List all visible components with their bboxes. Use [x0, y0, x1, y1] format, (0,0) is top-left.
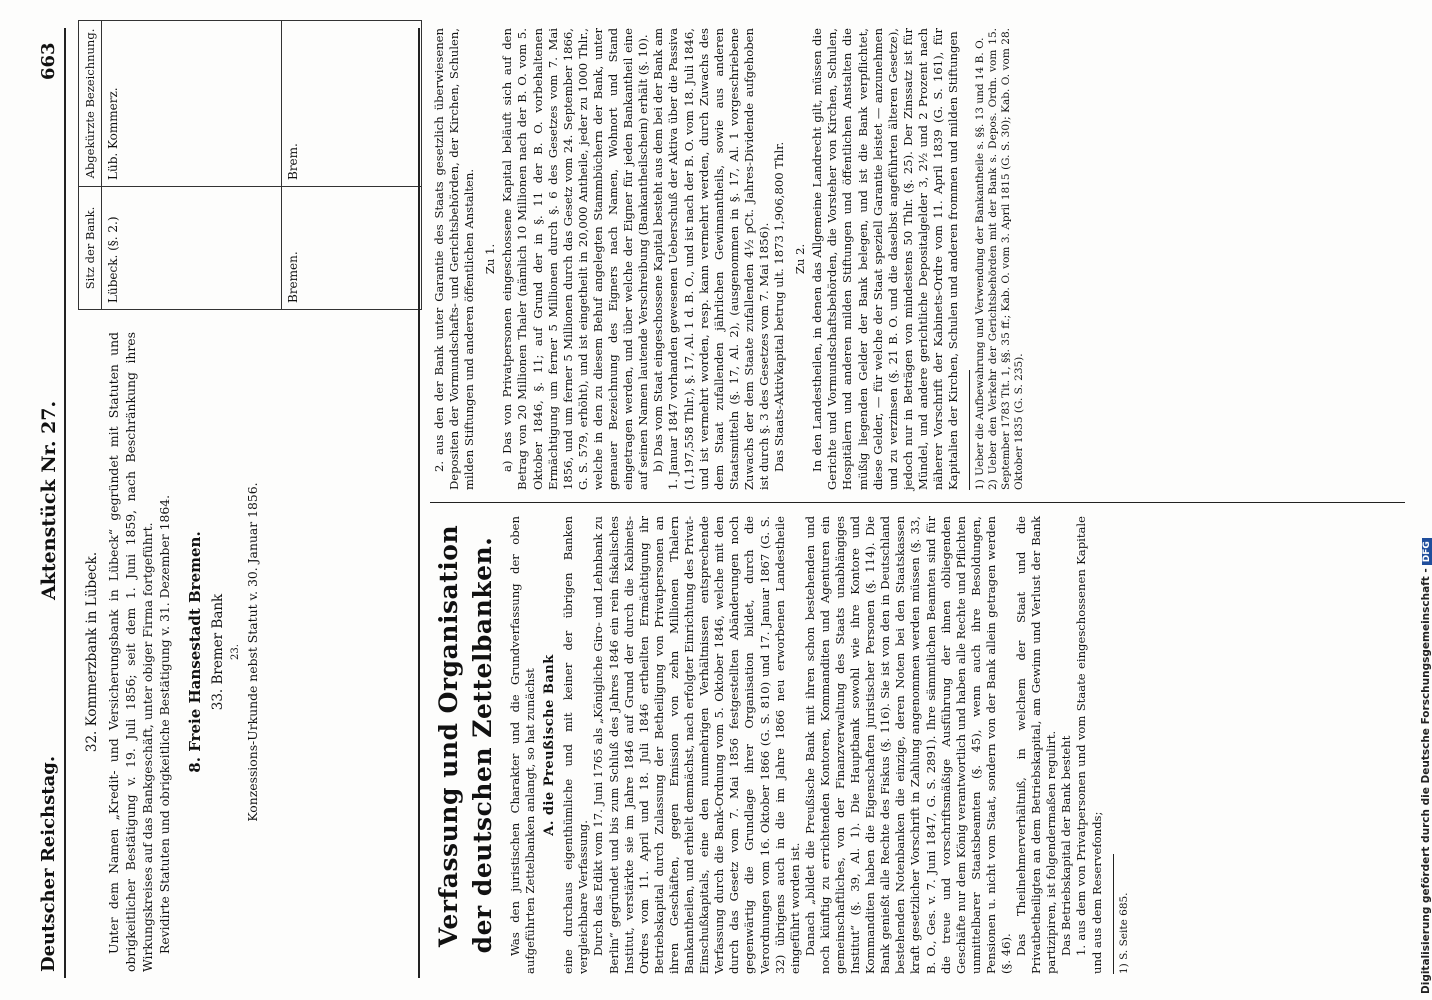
row-seat: Lübeck. (§. 2.): [102, 187, 282, 310]
main-title: Verfassung und Organisation der deutschen Zettelbanken.: [434, 524, 497, 954]
concession-text: Konzessions-Urkunde nebst Statut v. 30. Januar 1856.: [245, 482, 260, 822]
bank-32-heading: 32. Kommerzbank in Lübeck.: [84, 551, 100, 753]
section-a-heading: A. die Preußische Bank: [542, 654, 558, 836]
table-row: [282, 21, 422, 310]
row-abbrev: Brem.: [282, 21, 422, 187]
bank-table-container: [78, 20, 422, 310]
section-a-p4: Das Theilnehmerverhältniß, in welchem der Staat und die Privatbetheiligten an dem Betriebskapital, am Gewinn und Verlust der Bank partizipiren, ist folgendermaßen regulirt.: [1014, 516, 1059, 974]
footnote-right-2: 2) Ueber den Verkehr der Gerichtsbehörden mit der Bank s. Depos. Ordn. vom 15. September 1783 Tit. 1, §§. 35 ff.; Kab. O. vom 3. April 1815 (G. S. 30); Kab. O. vom 28. Oktober 1835 (G. S. 235).: [987, 28, 1026, 490]
dfg-logo-icon: DFG: [1422, 538, 1432, 565]
section-divider: [418, 28, 420, 978]
section-a-item2: 2. aus den der Bank unter Garantie des Staats gesetzlich überwiesenen Depositen der Vormundschafts- und Gerichtsbehörden, der Kirchen, Schulen, milden Stiftungen und anderen öffentlichen Anstalten.: [432, 28, 477, 490]
column-divider: [430, 502, 1405, 503]
footnote-ref-23: 23.: [230, 644, 241, 660]
zu-1-b: b) Das vom Staat eingeschossene Kapital besteht aus dem bei der Bank am 1. Januar 1847 vorhanden gewesenen Ueberschuß der Aktiva über die Passiva (1,197,558 Thlr.), §. 17, Al. 1 d. B. O., und ist nach der B. O. vom 18. Juli 1846, und ist vermehrt worden, resp. kann vermehrt werden, durch Zuwachs des dem Staat zufallenden jährlichen Gewinnantheils, sowie aus anderen Staatsmitteln (§. 17, Al. 2), (ausgenommen in §. 17, Al. 1 vorgeschriebene Zuwachs der dem Staate zufallenden 4½ pCt. Jahres-Dividende aufgehoben ist durch §. 3 des Gesetzes vom 7. Mai 1856).: [651, 28, 771, 490]
dfg-watermark: [1420, 538, 1432, 994]
row-abbrev: Lüb. Kommerz.: [102, 21, 282, 187]
col-abbrev-header: Abgekürzte Bezeichnung.: [79, 21, 102, 187]
footnote-right-1: 1) Ueber die Aufbewahrung und Verwendung der Bankantheile s. §§. 13 und 14 B. O.: [974, 37, 987, 490]
dfg-watermark-text: Digitalisierung gefördert durch die Deutsche Forschungsgemeinschaft -: [1420, 568, 1432, 994]
footnote-rule-right: [969, 370, 970, 490]
section-a-p2: Durch das Edikt vom 17. Juni 1765 als „Königliche Giro- und Lehnbank zu Berlin“ gegründet und bis zum Schluß des Jahres 1846 ein rein fiskalisches Institut, verstärkte sie im Jahre 1846 auf Grund der durch die Kabinets-Ordres vom 11. April und 18. Juli 1846 ertheilten Ermächtigung ihr Betriebskapital durch Zulassung der Betheiligung von Privatpersonen an ihren Geschäften, gegen Emission von zehn Millionen Thalern Bankantheilen, und erhielt demnächst, nach erfolgter Einrichtung des Privat-Einschußkapitals, eine den nunmehrigen Verhältnissen entsprechende Verfassung durch die Bank-Ordnung vom 5. Oktober 1846, welche mit den durch das Gesetz vom 7. Mai 1856 festgestellten Abänderungen noch gegenwärtig die Grundlage ihrer Organisation bildet, durch die Verordnungen vom 16. Oktober 1866 (G. S. 810) und 17. Januar 1867 (G. S. 32) übrigens auch in die im Jahre 1866 neu erworbenen Landestheile eingeführt worden ist.: [591, 516, 802, 974]
header-left: Deutscher Reichstag.: [38, 755, 59, 972]
bank-32-revised: Revidirte Statuten und obrigkeitliche Bestätigung v. 31. Dezember 1864.: [157, 494, 172, 954]
section-a-p3: Danach „bildet die Preußische Bank mit ihren schon bestehenden und noch künftig zu errichtenden Kontoren, Kommanditen und Agenturen ein gemeinschaftliches, von der Finanzverwaltung des Staats unabhängiges Institut“ (§. 39, Al. 1). Die Hauptbank sowohl wie ihre Kontore und Kommanditen haben die Eigenschaften juristischer Personen (§. 114). Die Bank genießt alle Rechte des Fiskus (§. 116). Sie ist von den in Deutschland bestehenden Notenbanken die einzige, deren Noten bei den Staatskassen kraft gesetzlicher Vorschrift in Zahlung angenommen werden müssen (§. 33, B. O., Ges. v. 7. Juni 1847, G. S. 2891). Ihre sämmtlichen Beamten sind für die treue und vorschriftsmäßige Ausführung der ihnen obliegenden Geschäfte nur dem König verantwortlich und haben alle Rechte und Pflichten unmittelbarer Staatsbeamten (§. 45), wenn auch ihre Besoldungen, Pensionen u. nicht vom Staat, sondern von der Bank allein getragen werden (§. 46).: [802, 516, 1013, 974]
table-row: [102, 21, 282, 310]
zu-1-a: a) Das von Privatpersonen eingeschossene Kapital beläuft sich auf den Betrag von 20 Millionen Thaler (nämlich 10 Millionen nach der B. O. vom 5. Oktober 1846, §. 11; auf Grund der in §. 11 der B. O. vorbehaltenen Ermächtigung um ferner 5 Millionen durch §. 6 des Gesetzes vom 7. Mai 1856, und um ferner 5 Millionen durch das Gesetz vom 24. September 1866, G. S. 579, erhöht), und ist eingetheilt in 20,000 Antheile, jeder zu 1000 Thlr., welche in den zu diesem Behuf angelegten Stammbüchern der Bank, unter genauer Bezeichnung des Eigners nach Namen, Wohnort und Stand eingetragen werden, und über welche der Eigner für jeden Bankantheil eine auf seinen Namen lautende Verschreibung (Bankantheilschein) erhält (§. 10).: [500, 28, 651, 490]
row-seat: Bremen.: [282, 187, 422, 310]
zu-2-heading: Zu 2.: [793, 243, 808, 275]
header-center: Aktenstück Nr. 27.: [38, 400, 60, 600]
intro-text: Was den juristischen Charakter und die Grundverfassung der oben aufgeführten Zettelbanken anlangt, so hat zunächst: [508, 516, 538, 974]
zu-1-heading: Zu 1.: [483, 243, 498, 275]
header-rule: [64, 28, 66, 978]
zu-1-c: Das Staats-Aktivkapital betrug ult. 1873 1,906,800 Thlr.: [772, 141, 787, 472]
zu-2-paragraph: In den Landestheilen, in denen das Allgemeine Landrecht gilt, müssen die Gerichte und Vormundschaftsbehörden, die Vorsteher von Kirchen, Schulen, Hospitälern und anderen milden Stiftungen und öffentlichen Anstalten die müßig liegenden Gelder der Bank belegen, und ist die Bank verpflichtet, diese Gelder, — für welche der Staat speziell Garantie leistet — anzunehmen und zu verzinsen (§. 21 B. O. und die daselbst angeführten älteren Gesetze), jedoch nur in Beträgen von mindestens 50 Thlr. (§. 25). Der Zinssatz ist für Mündel, und andere gerichtliche Depositalgelder 3, 2½ und 2 Prozent nach näherer Vorschrift der Kabinets-Ordre vom 11. April 1839 (G. S. 161), für Kapitalien der Kirchen, Schulen und anderen frommen und milden Stiftungen: [810, 28, 961, 490]
footnote-rule-left: [1113, 854, 1114, 974]
col-seat-header: Sitz der Bank.: [79, 187, 102, 310]
bank-32-paragraph: Unter dem Namen „Kredit- und Versicherungsbank in Lübeck“ gegründet mit Statuten und obrigkeitlicher Bestätigung v. 19. Juli 1856; seit dem 1. Juni 1859, nach Beschränkung ihres Wirkungskreises auf das Bankgeschäft, unter obiger Firma fortgeführt.: [106, 332, 155, 972]
section-a-p5: Das Betriebskapital der Bank besteht: [1059, 735, 1074, 956]
section-a-p1: eine durchaus eigenthümliche und mit keiner der übrigen Banken vergleichbare Verfassung.: [561, 516, 591, 974]
right-column: [432, 28, 1026, 490]
bank-table: [78, 20, 422, 310]
bank-33-heading: 33. Bremer Bank: [210, 593, 226, 711]
table-header-row: [79, 21, 102, 310]
section-a-item1: 1. aus dem von Privatpersonen und vom Staate eingeschossenen Kapitale und aus dem Reservefonds;: [1074, 516, 1104, 974]
page-number: 663: [38, 42, 59, 80]
footnote-left: 1) S. Seite 685.: [1117, 892, 1130, 974]
left-column: [432, 516, 1131, 974]
top-left-block: [84, 332, 261, 972]
section-8-heading: 8. Freie Hansestadt Bremen.: [186, 531, 204, 773]
